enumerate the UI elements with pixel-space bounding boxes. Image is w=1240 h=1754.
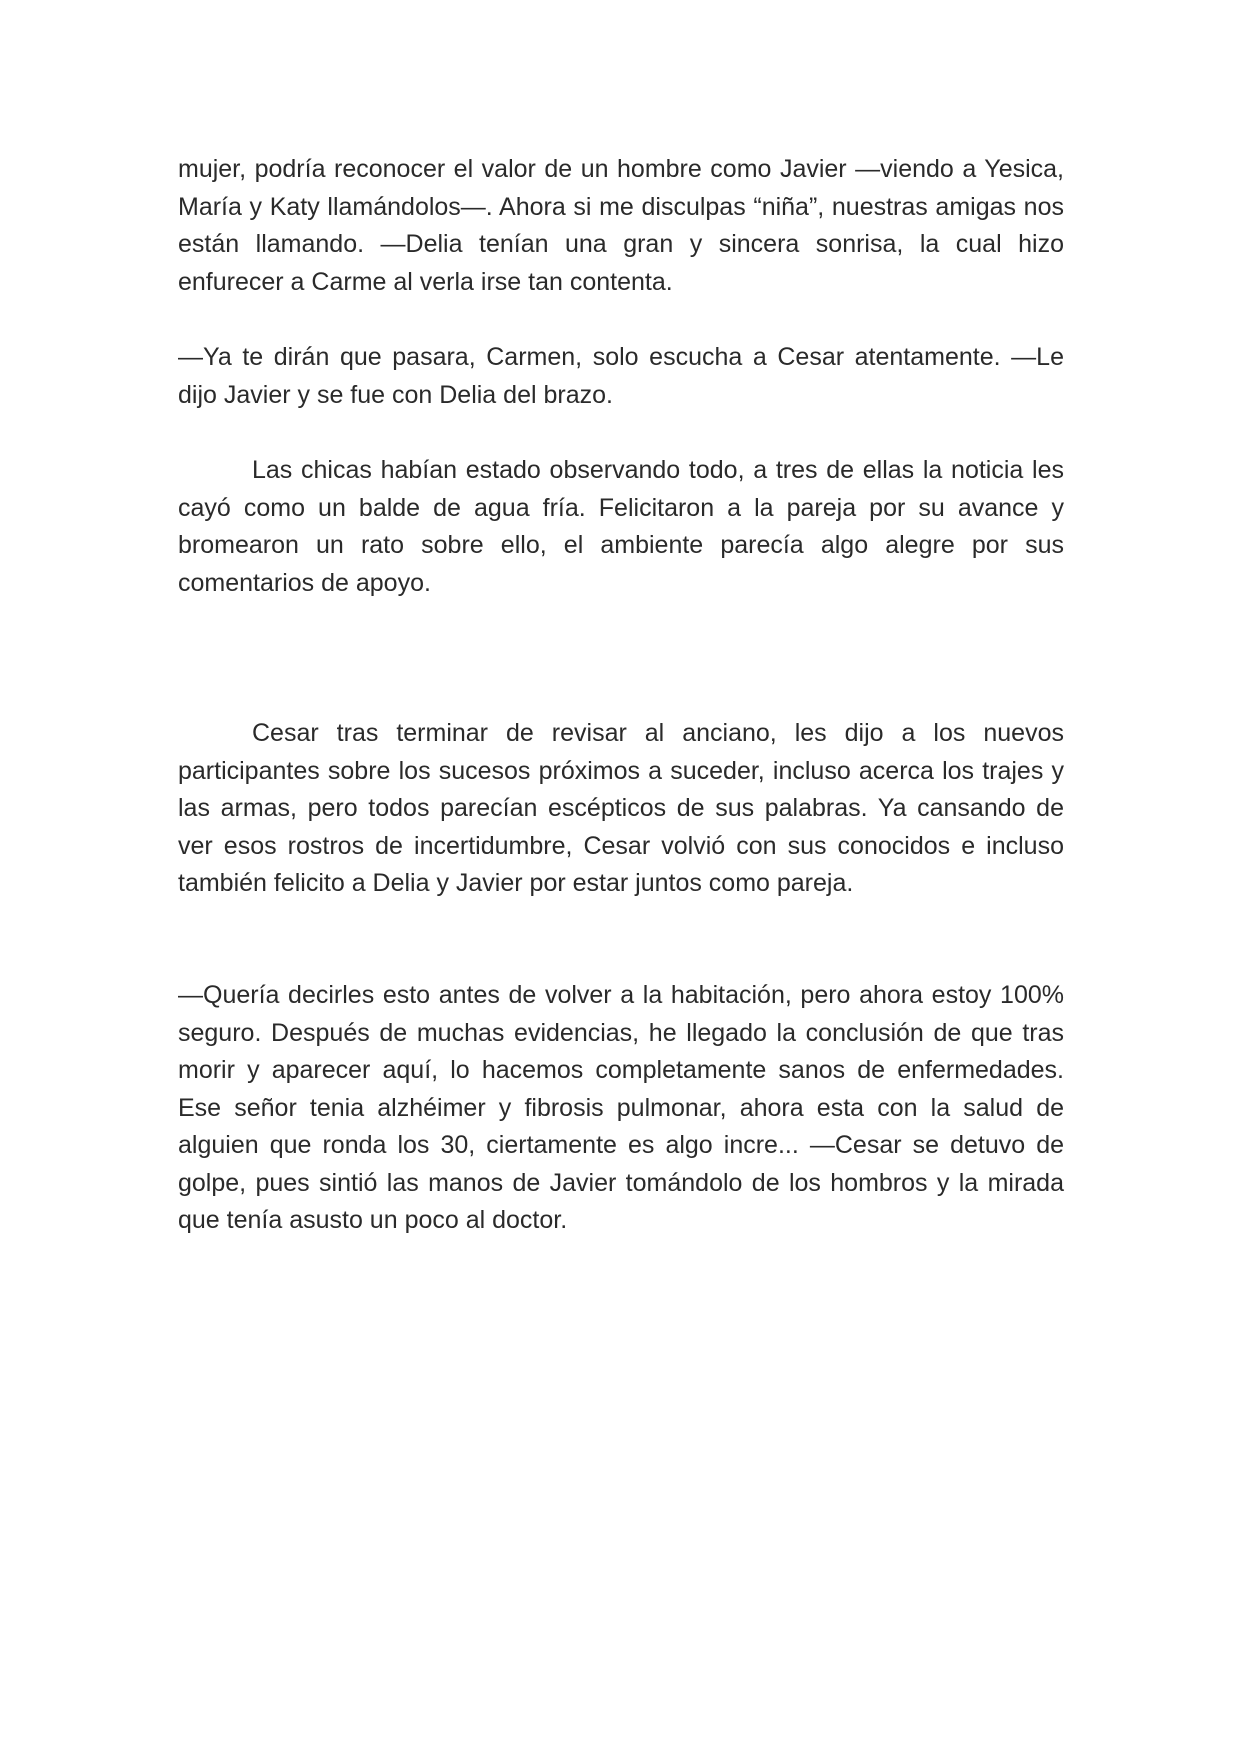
paragraph-cesar-revisar: Cesar tras terminar de revisar al anciano, les dijo a los nuevos participantes sobre los sucesos próximos a suceder, incluso acerca los trajes y las armas, pero todos parecían escépticos de sus palabras. Ya cansando de ver esos rostros de incertidumbre, Cesar volvió con sus conocidos e incluso también felicito a Delia y Javier por estar juntos como pareja. [178,719,1064,897]
paragraph-dialogue-javier: —Ya te dirán que pasara, Carmen, solo escucha a Cesar atentamente. —Le dijo Javier y se fue con Delia del brazo. [178,343,1064,409]
paragraph-dialogue-cesar: —Quería decirles esto antes de volver a la habitación, pero ahora estoy 100% seguro. Después de muchas evidencias, he llegado la conclusión de que tras morir y aparecer aquí, lo hacemos completamente sanos de enfermedades. Ese señor tenia alzhéimer y fibrosis pulmonar, ahora esta con la salud de alguien que ronda los 30, ciertamente es algo incre... —Cesar se detuvo de golpe, pues sintió las manos de Javier tomándolo de los hombros y la mirada que tenía asusto un poco al doctor. [178,981,1064,1234]
paragraph-dialogue-delia: mujer, podría reconocer el valor de un hombre como Javier —viendo a Yesica, María y Katy llamándolos—. Ahora si me disculpas “niña”, nuestras amigas nos están llamando. —Delia tenían una gran y sincera sonrisa, la cual hizo enfurecer a Carme al verla irse tan contenta. [178,155,1064,296]
paragraph-chicas-observando: Las chicas habían estado observando todo, a tres de ellas la noticia les cayó como un balde de agua fría. Felicitaron a la pareja por su avance y bromearon un rato sobre ello, el ambiente parecía algo alegre por sus comentarios de apoyo. [178,456,1064,597]
